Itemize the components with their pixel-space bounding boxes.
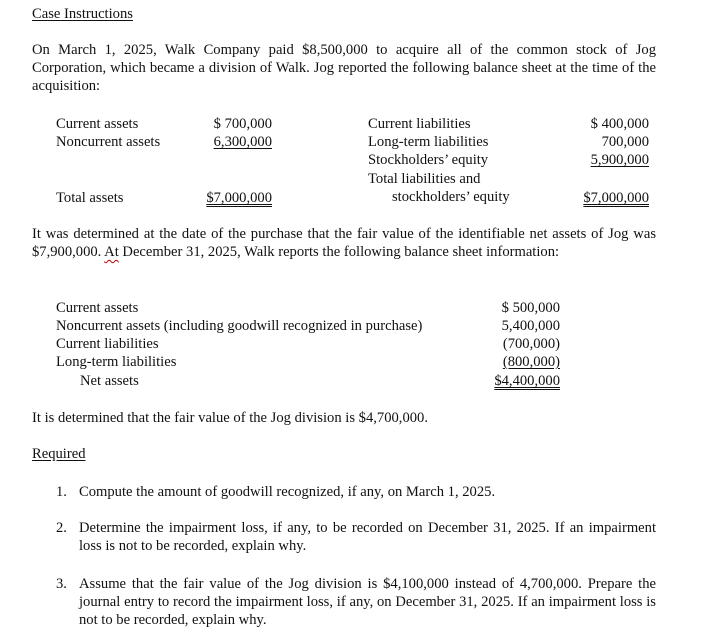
bs1-long-term-liabilities-value: 700,000	[601, 134, 649, 150]
intro-paragraph: On March 1, 2025, Walk Company paid $8,500,000 to acquire all of the common stock of Jog Corporation, which became a division of Walk. Jog reported the following balance sheet at the time of the acquisition:	[32, 42, 656, 94]
question-3-number: 3.	[56, 576, 67, 592]
question-2-text: Determine the impairment loss, if any, to be recorded on December 31, 2025. If an impairment loss is not to be recorded, explain why.	[79, 520, 656, 554]
bs2-current-assets-label: Current assets	[56, 300, 139, 316]
question-2-number: 2.	[56, 520, 67, 536]
case-instructions-heading: Case Instructions	[32, 6, 133, 22]
bs2-current-liabilities-label: Current liabilities	[56, 336, 159, 352]
bs1-total-assets-value: $7,000,000	[206, 190, 272, 206]
bs1-current-assets-value: $ 700,000	[213, 116, 272, 132]
bs1-current-liabilities-label: Current liabilities	[368, 116, 471, 132]
required-heading: Required	[32, 446, 86, 462]
bs2-net-assets-label: Net assets	[80, 373, 139, 389]
question-1-text: Compute the amount of goodwill recognized, if any, on March 1, 2025.	[79, 484, 496, 500]
bs2-noncurrent-assets-label: Noncurrent assets (including goodwill recognized in purchase)	[56, 318, 423, 334]
bs1-stockholders-equity-label: Stockholders’ equity	[368, 152, 489, 168]
bs1-total-le-label-line1: Total liabilities and	[368, 171, 481, 187]
bs2-long-term-liabilities-label: Long-term liabilities	[56, 354, 177, 370]
fair-value-text-start: It was determined at the date of the purchase that the fair value of the identifiable net assets of Jog was $7,900,000.	[32, 226, 656, 260]
bs1-current-liabilities-value: $ 400,000	[590, 116, 649, 132]
bs1-total-le-label-line2: stockholders’ equity	[392, 189, 510, 205]
bs1-noncurrent-assets-value: 6,300,000	[213, 134, 272, 150]
fair-value-paragraph	[32, 225, 656, 261]
fair-value-statement: It is determined that the fair value of the Jog division is $4,700,000.	[32, 410, 428, 426]
bs1-stockholders-equity-value: 5,900,000	[590, 152, 649, 168]
bs2-current-liabilities-value: (700,000)	[502, 336, 560, 352]
bs1-long-term-liabilities-label: Long-term liabilities	[368, 134, 489, 150]
bs2-current-assets-value: $ 500,000	[501, 300, 560, 316]
bs1-total-le-value: $7,000,000	[583, 190, 649, 206]
bs1-current-assets-label: Current assets	[56, 116, 139, 132]
bs2-noncurrent-assets-value: 5,400,000	[501, 318, 560, 334]
bs1-total-assets-label: Total assets	[56, 190, 124, 206]
question-3-text: Assume that the fair value of the Jog division is $4,100,000 instead of 4,700,000. Prepare the journal entry to record the impairment loss, if any, on December 31, 2025. If an impairment loss is not to be recorded, explain why.	[79, 576, 656, 628]
question-1-number: 1.	[56, 484, 67, 500]
fair-value-text-end: December 31, 2025, Walk reports the following balance sheet information:	[118, 244, 560, 260]
bs2-long-term-liabilities-value: (800,000)	[502, 354, 560, 370]
bs2-net-assets-value: $4,400,000	[494, 373, 560, 389]
fair-value-text-at: At	[104, 244, 119, 260]
bs1-noncurrent-assets-label: Noncurrent assets	[56, 134, 161, 150]
